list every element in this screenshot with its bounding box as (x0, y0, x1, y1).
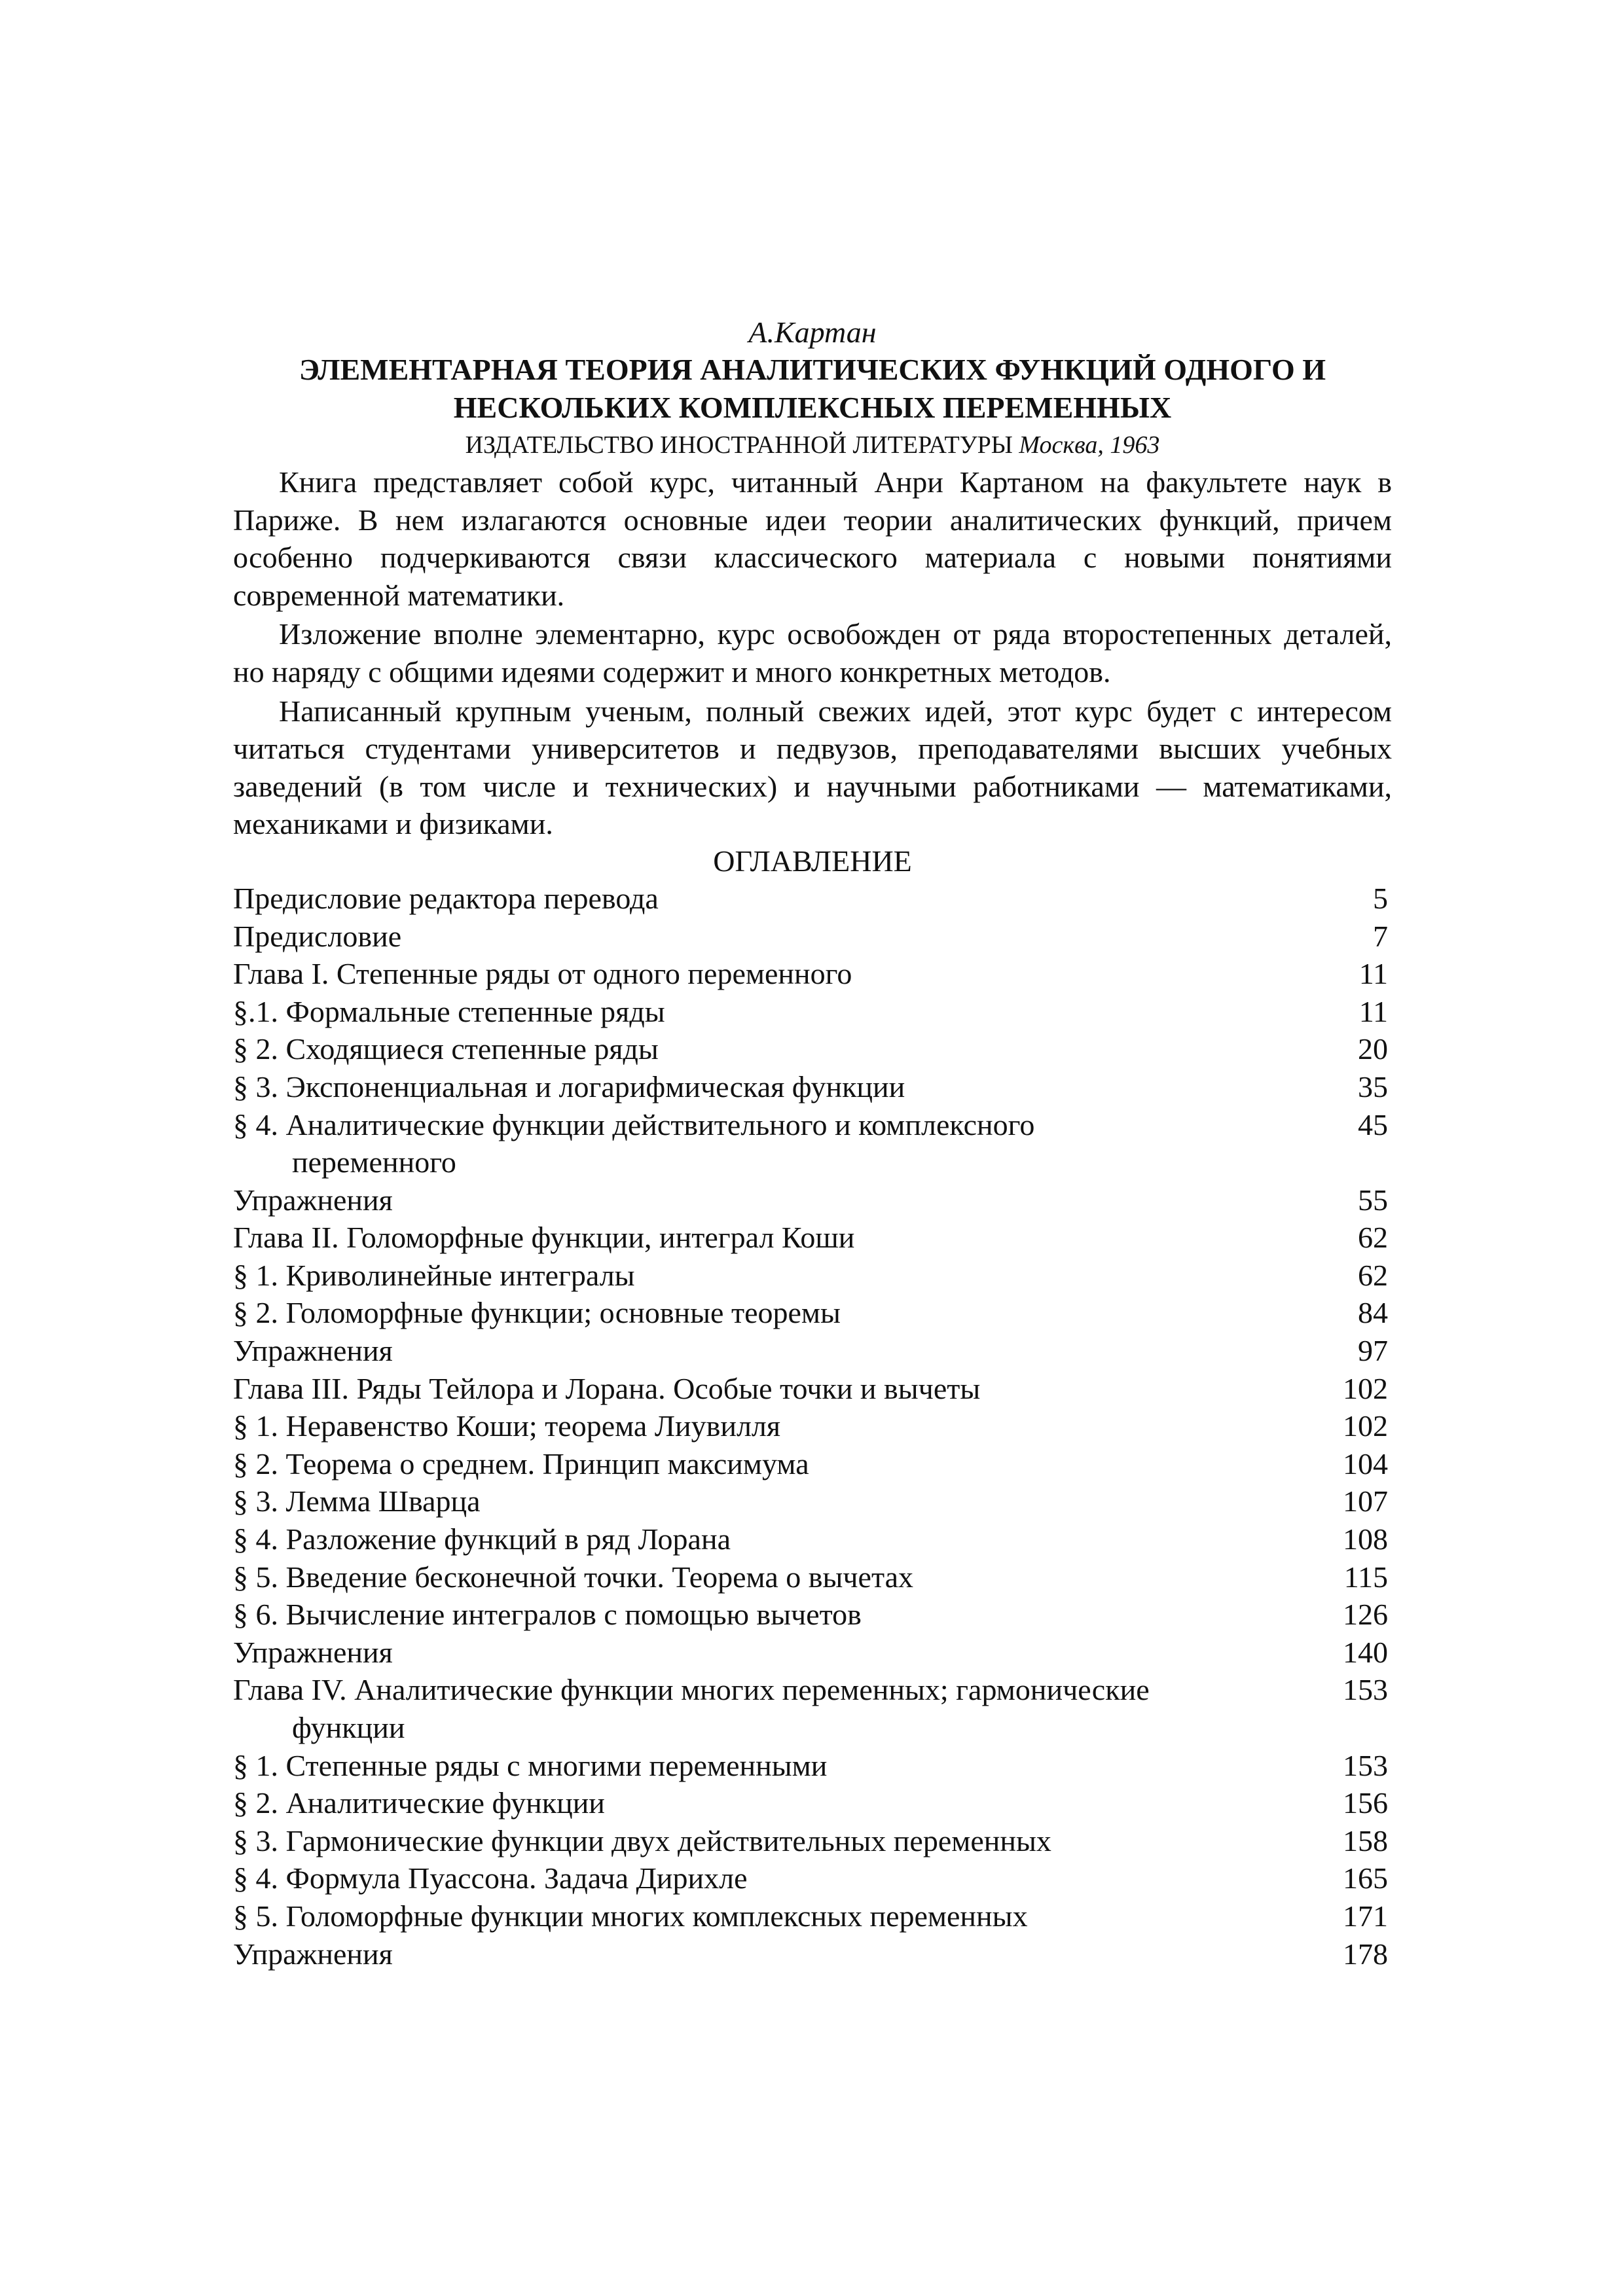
toc-entry-title-text: § 2. Теорема о среднем. Принцип максимума (233, 1446, 809, 1480)
toc-entry-title (233, 1520, 1310, 1558)
toc-entry (233, 1634, 1392, 1672)
annotation-paragraph: Изложение вполне элементарно, курс освобожден от ряда второстепенных деталей, но наряду с общими идеями содержит и много конкретных методов. (233, 617, 1392, 689)
toc-entry-title-text: Упражнения (233, 1334, 393, 1368)
toc-entry-title-text: § 5. Голоморфные функции многих комплексных переменных (233, 1899, 1028, 1933)
toc-entry-page-number: 84 (1358, 1296, 1388, 1330)
book-title-line-1: ЭЛЕМЕНТАРНАЯ ТЕОРИЯ АНАЛИТИЧЕСКИХ ФУНКЦИЙ ОДНОГО И (299, 353, 1326, 386)
toc-entry-title-text: Предисловие (233, 919, 402, 953)
author-name: А.Картан (748, 315, 877, 349)
toc-entry-page-number: 178 (1343, 1937, 1388, 1971)
toc-entry-title-text: § 1. Криволинейные интегралы (233, 1258, 635, 1292)
book-title-line-2: НЕСКОЛЬКИХ КОМПЛЕКСНЫХ ПЕРЕМЕННЫХ (453, 391, 1172, 424)
toc-entry (233, 1219, 1392, 1257)
toc-entry-title (233, 1068, 1310, 1106)
toc-entry-title (233, 1257, 1310, 1295)
annotation-paragraph: Написанный крупным ученым, полный свежих идей, этот курс будет с интересом читаться студентами университетов и педвузов, преподавателями высших учебных заведений (в том числе и технических) и научными работниками — математиками, механиками и физиками. (233, 694, 1392, 841)
toc-entry-title-text: Предисловие редактора перевода (233, 881, 659, 915)
toc-entry (233, 1596, 1392, 1634)
toc-entry-title (233, 880, 1310, 918)
toc-entry-title-text: § 1. Неравенство Коши; теорема Лиувилля (233, 1409, 781, 1443)
toc-entry (233, 1747, 1392, 1785)
toc-entry-title (233, 1030, 1310, 1068)
toc-entry-title (233, 1897, 1310, 1935)
toc-entry (233, 1332, 1392, 1370)
toc-entry-page-number: 165 (1343, 1861, 1388, 1895)
toc-entry (233, 1935, 1392, 1973)
toc-entry-page-number: 55 (1358, 1183, 1388, 1217)
toc-entry-title (233, 1407, 1310, 1445)
toc-entry-page-number: 11 (1359, 957, 1388, 991)
toc-entry-page-number: 11 (1359, 994, 1388, 1028)
toc-entry-title (233, 1445, 1310, 1483)
toc-entry-title-text: Глава IV. Аналитические функции многих переменных; гармонические (233, 1673, 1150, 1707)
toc-entry (233, 1482, 1392, 1520)
toc-entry (233, 880, 1392, 918)
toc-entry-title-text: § 4. Разложение функций в ряд Лорана (233, 1522, 731, 1556)
toc-entry-page-number: 140 (1343, 1635, 1388, 1669)
toc-entry (233, 1257, 1392, 1295)
toc-entry (233, 1558, 1392, 1596)
toc-entry-title-continuation: функции (292, 1711, 405, 1744)
toc-entry-page-number: 35 (1358, 1069, 1388, 1103)
toc-entry-page-number: 156 (1343, 1786, 1388, 1820)
toc-entry-page-number: 45 (1358, 1107, 1388, 1141)
toc-entry-page-number: 5 (1373, 881, 1388, 915)
toc-entry-title (233, 1332, 1310, 1370)
annotation (233, 463, 1392, 843)
toc-entry-title-text: Упражнения (233, 1183, 393, 1217)
toc-entry-page-number: 107 (1343, 1484, 1388, 1518)
toc-entry-title-text: § 2. Голоморфные функции; основные теоремы (233, 1296, 841, 1330)
toc-entry-page-number: 102 (1343, 1409, 1388, 1443)
toc-entry-page-number: 97 (1358, 1334, 1388, 1368)
toc-entry-title (233, 1671, 1310, 1746)
publisher-name: ИЗДАТЕЛЬСТВО ИНОСТРАННОЙ ЛИТЕРАТУРЫ (465, 431, 1013, 459)
toc-entry-title-text: § 2. Сходящиеся степенные ряды (233, 1032, 659, 1066)
toc-entry-title (233, 1482, 1310, 1520)
toc-entry-title-text: § 1. Степенные ряды с многими переменными (233, 1748, 828, 1782)
toc-entry-title-text: §.1. Формальные степенные ряды (233, 994, 665, 1028)
toc-entry-title-text: Упражнения (233, 1937, 393, 1971)
toc-entry-title-text: Глава II. Голоморфные функции, интеграл Коши (233, 1221, 855, 1255)
toc-entry-title (233, 1558, 1310, 1596)
toc-entry (233, 1671, 1392, 1746)
toc-entry-page-number: 104 (1343, 1446, 1388, 1480)
toc-entry-page-number: 108 (1343, 1522, 1388, 1556)
toc-entry-title (233, 1634, 1310, 1672)
toc-entry (233, 1181, 1392, 1219)
toc-entry (233, 1407, 1392, 1445)
toc-entry-title (233, 1181, 1310, 1219)
toc-entry-page-number: 7 (1373, 919, 1388, 953)
toc-entry (233, 1370, 1392, 1408)
toc-entry-title-text: § 3. Экспоненциальная и логарифмическая функции (233, 1069, 905, 1103)
toc-entry-title-text: § 5. Введение бесконечной точки. Теорема о вычетах (233, 1560, 914, 1594)
toc-entry-title-text: Глава III. Ряды Тейлора и Лорана. Особые точки и вычеты (233, 1371, 981, 1405)
toc-entry-title (233, 1106, 1310, 1181)
toc-entry-title-text: § 2. Аналитические функции (233, 1786, 605, 1820)
toc-entry-title-continuation: переменного (292, 1145, 456, 1179)
toc-entry (233, 918, 1392, 956)
toc-entry-page-number: 62 (1358, 1258, 1388, 1292)
toc-entry (233, 1445, 1392, 1483)
toc-entry-title (233, 955, 1310, 993)
annotation-paragraph: Книга представляет собой курс, читанный Анри Картаном на факультете наук в Париже. В нем излагаются основные идеи теории аналитических функций, причем особенно подчеркиваются связи классического материала с новыми понятиями современной математики. (233, 465, 1392, 612)
toc-entry-title (233, 1822, 1310, 1860)
toc-entry-title-text: Упражнения (233, 1635, 393, 1669)
toc-entry-title (233, 1784, 1310, 1822)
toc-entry-page-number: 20 (1358, 1032, 1388, 1066)
toc-entry-title (233, 918, 1310, 956)
toc-entry-title (233, 1219, 1310, 1257)
toc-heading: ОГЛАВЛЕНИЕ (713, 844, 912, 878)
toc-entry-title-text: § 4. Аналитические функции действительного и комплексного (233, 1107, 1035, 1141)
toc-entry-title (233, 1294, 1310, 1332)
toc-entry-title-text: § 3. Гармонические функции двух действительных переменных (233, 1823, 1051, 1857)
toc-entry-page-number: 153 (1343, 1673, 1388, 1707)
toc-entry-title (233, 993, 1310, 1031)
toc-entry (233, 1030, 1392, 1068)
toc-entry-title (233, 1370, 1310, 1408)
toc-entry-page-number: 115 (1343, 1560, 1388, 1594)
publication-place-year: Москва, 1963 (1019, 431, 1160, 459)
toc-entry-title-text: Глава I. Степенные ряды от одного переменного (233, 957, 852, 991)
toc-entry-title (233, 1596, 1310, 1634)
document-page (233, 314, 1392, 1973)
toc-entry-title (233, 1747, 1310, 1785)
toc-entry (233, 1106, 1392, 1181)
table-of-contents (233, 880, 1392, 1973)
toc-entry (233, 1859, 1392, 1897)
toc-entry-title-text: § 6. Вычисление интегралов с помощью вычетов (233, 1598, 862, 1632)
toc-entry-page-number: 102 (1343, 1371, 1388, 1405)
toc-entry-title-text: § 3. Лемма Шварца (233, 1484, 481, 1518)
publisher-line (233, 427, 1392, 463)
toc-entry-page-number: 158 (1343, 1823, 1388, 1857)
toc-entry (233, 1822, 1392, 1860)
toc-entry-title (233, 1935, 1310, 1973)
toc-entry-page-number: 153 (1343, 1748, 1388, 1782)
toc-entry-title-text: § 4. Формула Пуассона. Задача Дирихле (233, 1861, 748, 1895)
toc-entry (233, 993, 1392, 1031)
book-title (233, 351, 1392, 427)
toc-entry (233, 955, 1392, 993)
toc-entry-page-number: 171 (1343, 1899, 1388, 1933)
toc-entry (233, 1068, 1392, 1106)
toc-entry (233, 1897, 1392, 1935)
toc-entry-page-number: 126 (1343, 1598, 1388, 1632)
toc-entry (233, 1294, 1392, 1332)
toc-entry (233, 1520, 1392, 1558)
toc-entry-title (233, 1859, 1310, 1897)
toc-entry (233, 1784, 1392, 1822)
toc-entry-page-number: 62 (1358, 1221, 1388, 1255)
